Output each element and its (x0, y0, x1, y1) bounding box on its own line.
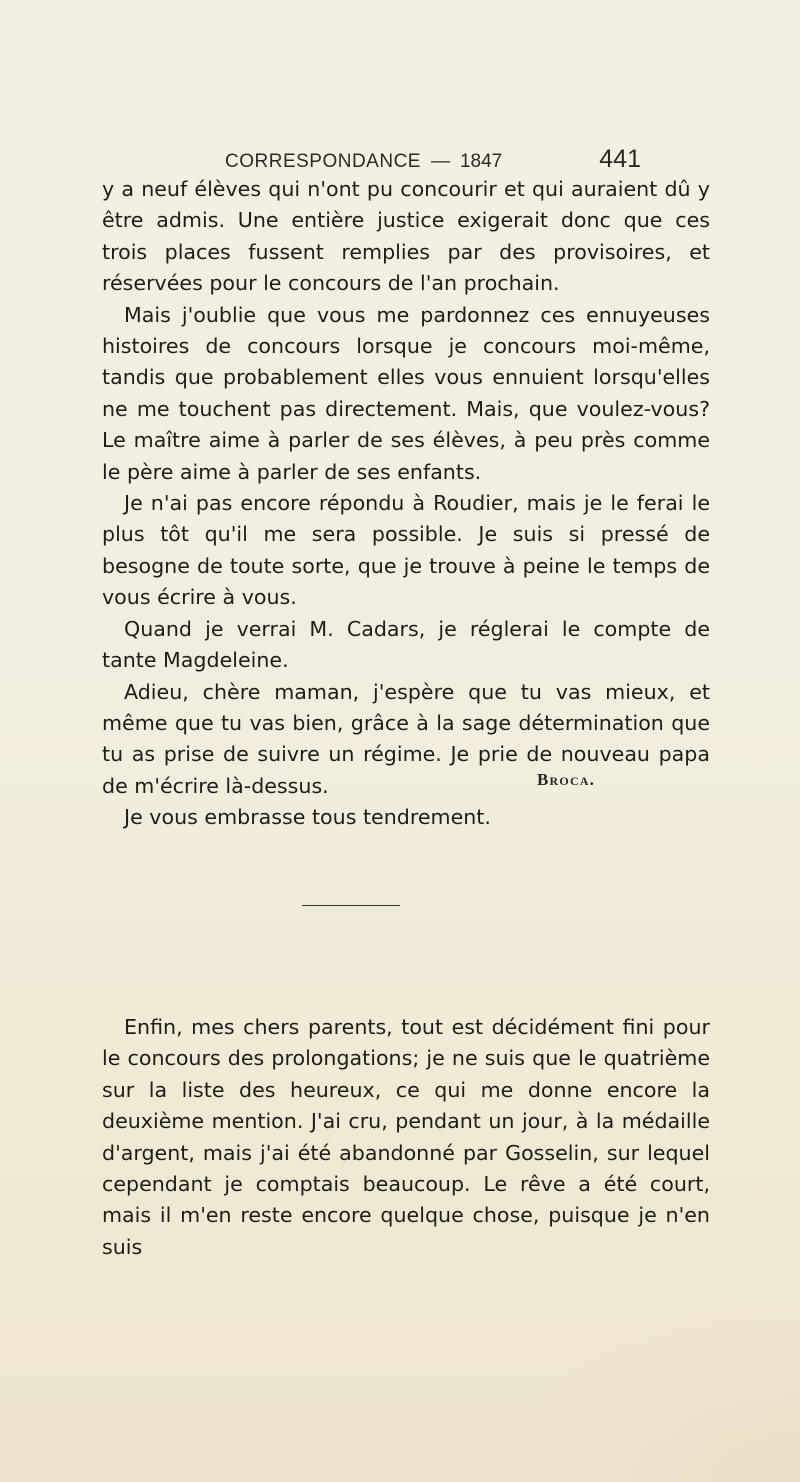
paper-stain (500, 1300, 800, 1482)
running-head-title: CORRESPONDANCE (225, 151, 421, 172)
paragraph: Je vous embrasse tous tendrement. (124, 805, 491, 830)
paragraph: Adieu, chère maman, j'espère que tu vas mieux, et même que tu vas bien, grâce à la sage détermination que tu as prise de suivre un régime. Je prie de nouveau papa de m'écrire là-dessus. (102, 679, 710, 798)
page-number: 441 (599, 145, 641, 173)
paragraph: Je n'ai pas encore répondu à Roudier, mais je le ferai le plus tôt qu'il me sera possible. Je suis si pressé de besogne de toute sorte, que je trouve à peine le temps de vous écrire à vous. (102, 491, 710, 610)
signature: Broca. (537, 770, 596, 789)
paragraph: Quand je verrai M. Cadars, je réglerai le compte de tante Magdeleine. (102, 616, 710, 673)
letter-1-body (102, 174, 710, 834)
section-separator (302, 905, 400, 906)
paragraph: Enfin, mes chers parents, tout est décidément fini pour le concours des prolongations; je ne suis que le quatrième sur la liste des heureux, ce qui me donne encore la deuxième mention. J'ai cru, pendant un jour, à la médaille d'argent, mais j'ai été abandonné par Gosselin, sur lequel cependant je comptais beaucoup. Le rêve a été court, mais il m'en reste encore quelque chose, puisque je n'en suis (102, 1015, 710, 1259)
paragraph: Mais j'oublie que vous me pardonnez ces ennuyeuses histoires de concours lorsque je concours moi-même, tandis que probablement elles vous ennuient lorsqu'elles ne me touchent pas directement. Mais, que voulez-vous? Le maître aime à parler de ses élèves, à peu près comme le père aime à parler de ses enfants. (102, 302, 710, 484)
running-head-dash: — (430, 151, 450, 172)
running-head-year: 1847 (459, 151, 503, 172)
running-head (225, 145, 655, 175)
letter-2-body (102, 1012, 710, 1263)
paragraph: y a neuf élèves qui n'ont pu concourir et qui auraient dû y être admis. Une entière justice exigerait donc que ces trois places fussent remplies par des provisoires, et réservées pour le concours de l'an prochain. (102, 177, 710, 296)
